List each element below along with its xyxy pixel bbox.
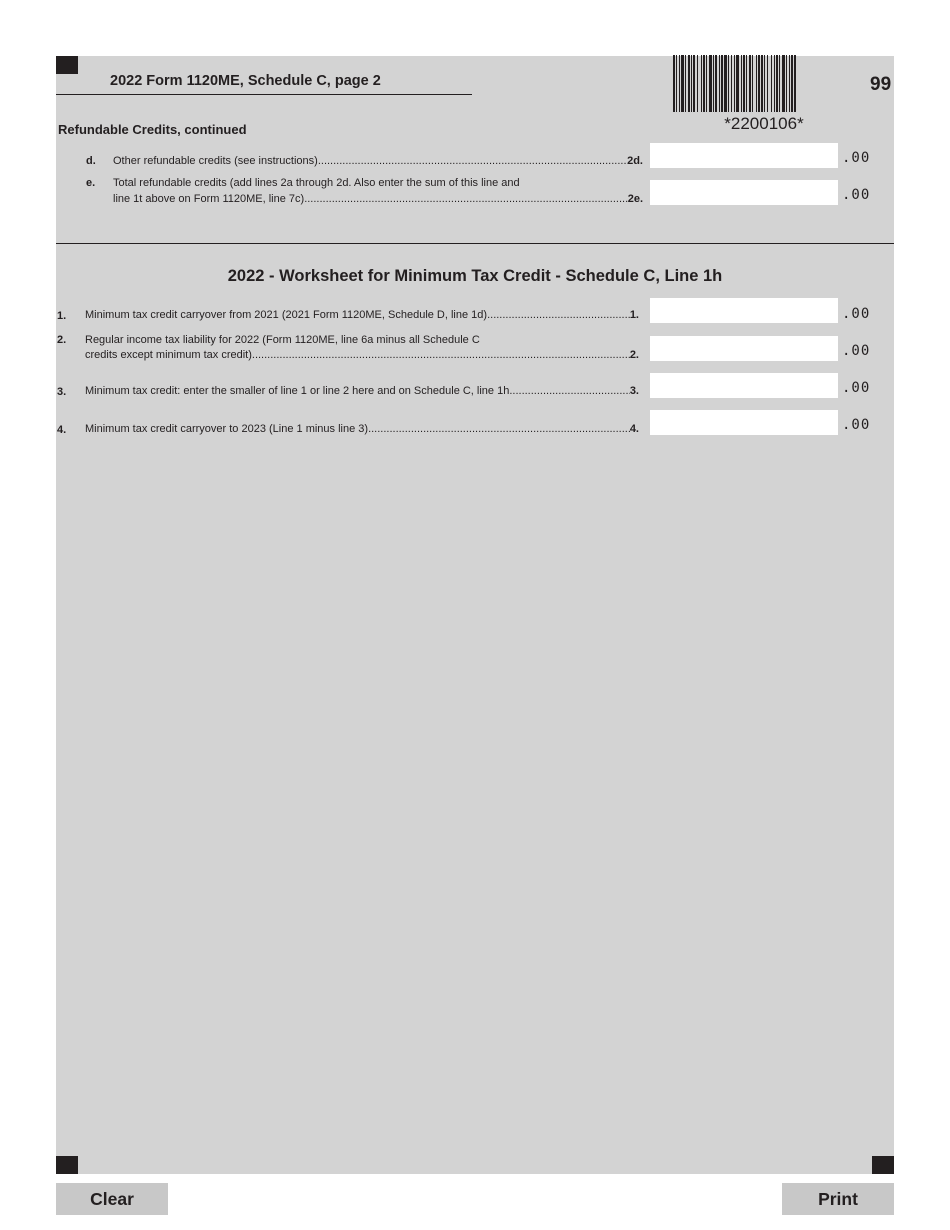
line-2d-amount-input[interactable] — [650, 143, 838, 168]
line-text: Regular income tax liability for 2022 (Form 1120ME, line 6a minus all Schedule C — [85, 334, 480, 346]
line-text: Minimum tax credit: enter the smaller of line 1 or line 2 here and on Schedule C, line 1h — [85, 385, 510, 397]
line-reference: 3. — [629, 385, 639, 397]
worksheet-line-3-description — [85, 383, 639, 399]
worksheet-line-2-amount-input[interactable] — [650, 336, 838, 361]
form-header — [56, 73, 472, 95]
worksheet-line-2-description — [85, 347, 639, 363]
worksheet-line-1-amount-input[interactable] — [650, 298, 838, 323]
form-page — [56, 56, 894, 1174]
line-text: Minimum tax credit carryover from 2021 (2021 Form 1120ME, Schedule D, line 1d) — [85, 309, 488, 321]
line-2d-description — [113, 153, 643, 169]
barcode-number: *2200106* — [724, 114, 804, 133]
line-2e-amount-input[interactable] — [650, 180, 838, 205]
page-number: 99 — [870, 74, 892, 95]
line-letter: e. — [86, 177, 96, 189]
line-reference: 2. — [629, 349, 639, 361]
line-2d-cents: .00 — [842, 150, 871, 166]
dot-leader — [509, 383, 629, 399]
worksheet-title: 2022 - Worksheet for Minimum Tax Credit - Schedule C, Line 1h — [227, 267, 723, 285]
registration-mark-bottom-right — [872, 1156, 894, 1174]
line-text: credits except minimum tax credit) — [85, 349, 252, 361]
line-number: 2. — [57, 334, 67, 346]
line-text: Minimum tax credit carryover to 2023 (Line 1 minus line 3) — [85, 423, 369, 435]
dot-leader — [487, 307, 630, 323]
worksheet-line-1-cents: .00 — [842, 306, 871, 322]
line-letter: d. — [86, 155, 96, 167]
registration-mark-top-left — [56, 56, 78, 74]
dot-leader — [304, 191, 628, 207]
line-number: 1. — [57, 310, 67, 322]
line-2e-cents: .00 — [842, 187, 871, 203]
barcode-icon — [673, 55, 855, 112]
section-heading: Refundable Credits, continued — [58, 122, 247, 137]
worksheet-line-4-description — [85, 421, 639, 437]
worksheet-line-1-description — [85, 307, 639, 323]
line-reference: 4. — [629, 423, 639, 435]
registration-mark-bottom-left — [56, 1156, 78, 1174]
worksheet-line-4-amount-input[interactable] — [650, 410, 838, 435]
line-reference: 1. — [629, 309, 639, 321]
line-text: line 1t above on Form 1120ME, line 7c) — [113, 193, 305, 205]
section-divider — [56, 243, 894, 244]
worksheet-line-3-amount-input[interactable] — [650, 373, 838, 398]
line-number: 3. — [57, 386, 67, 398]
worksheet-line-4-cents: .00 — [842, 417, 871, 433]
print-button[interactable]: Print — [782, 1183, 894, 1215]
form-title: 2022 Form 1120ME, Schedule C, page 2 — [110, 73, 381, 89]
line-text: Total refundable credits (add lines 2a through 2d. Also enter the sum of this line and — [113, 177, 520, 189]
dot-leader — [368, 421, 630, 437]
dot-leader — [318, 153, 627, 169]
worksheet-line-3-cents: .00 — [842, 380, 871, 396]
dot-leader — [252, 347, 630, 363]
line-number: 4. — [57, 424, 67, 436]
line-reference: 2e. — [627, 193, 643, 205]
line-text: Other refundable credits (see instructions) — [113, 155, 318, 167]
worksheet-line-2-cents: .00 — [842, 343, 871, 359]
line-reference: 2d. — [627, 155, 643, 167]
line-2e-description — [113, 191, 643, 207]
clear-button[interactable]: Clear — [56, 1183, 168, 1215]
